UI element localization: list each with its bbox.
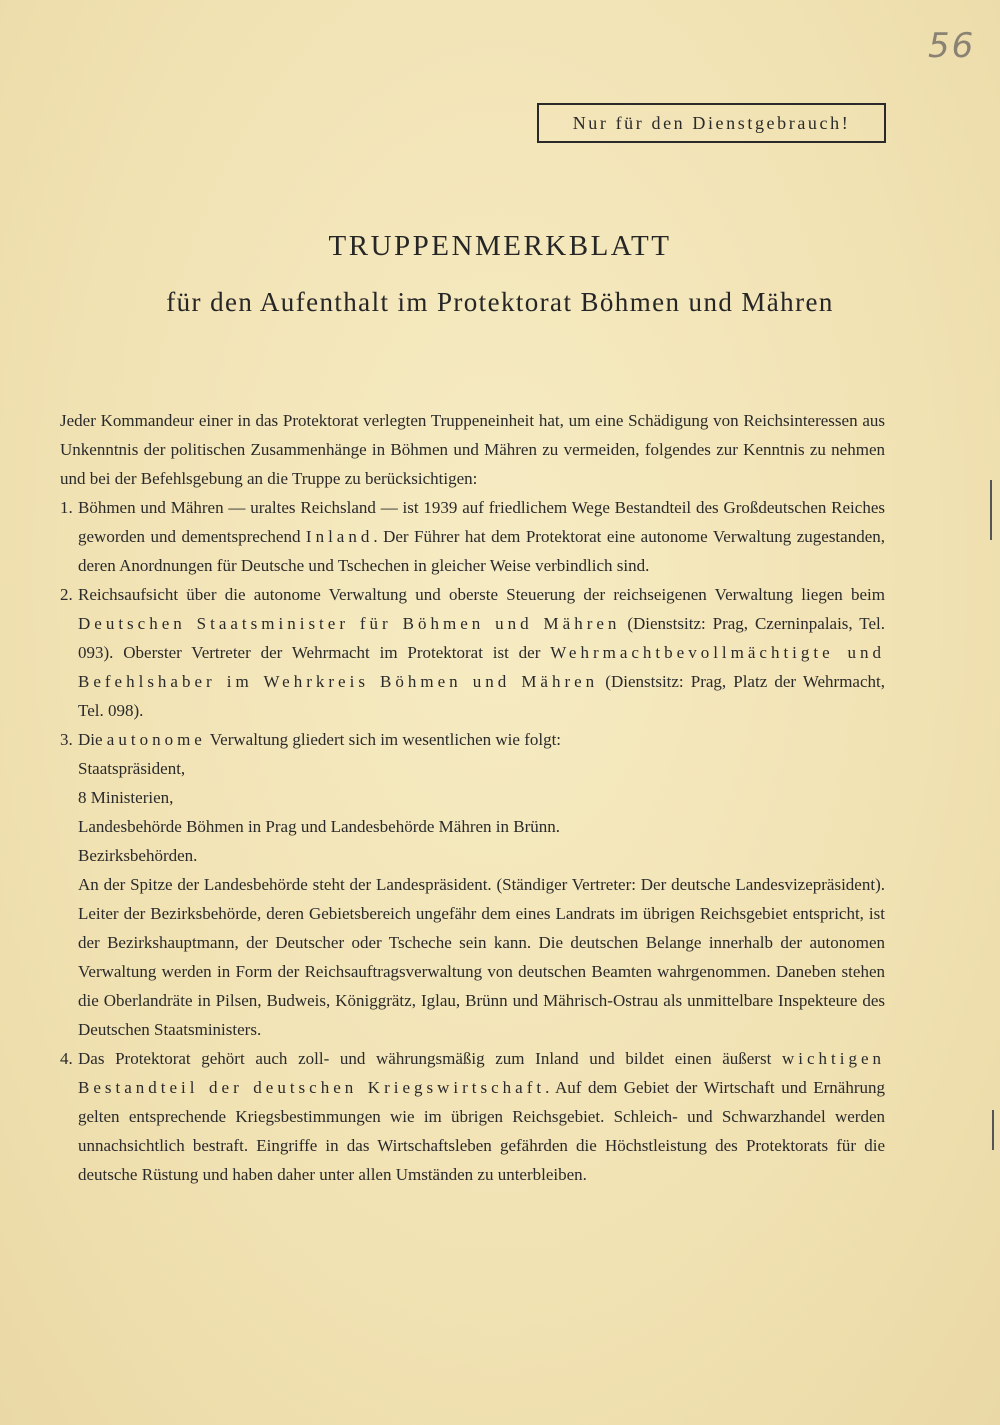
list-item-text: [78, 1044, 885, 1189]
text-run: An der Spitze der Landesbehörde steht der Landespräsident. (Ständiger Vertreter: Der deutsche Landesvizepräsident). Leiter der Bezirksbehörde, deren Gebietsbereich ungefähr dem eines Landrats im übrigen Reichsgebiet entspricht, ist der Bezirkshauptmann, der Deutscher oder Tscheche sein kann. Die deutschen Belange innerhalb der autonomen Verwaltung werden in Form der Reichsauftragsverwaltung von deutschen Beamten wahrgenommen. Daneben stehen die Oberlandräte in Pilsen, Budweis, Königgrätz, Iglau, Brünn und Mährisch-Ostrau als unmittelbare Inspekteure des Deutschen Staatsministers.: [78, 875, 885, 1039]
emphasized-text: Deutschen Staatsminister für Böhmen und Mähren: [78, 614, 621, 633]
structure-line: Landesbehörde Böhmen in Prag und Landesbehörde Mähren in Brünn.: [78, 817, 561, 836]
document-subtitle: für den Aufenthalt im Protektorat Böhmen und Mähren: [166, 287, 834, 317]
text-run: Die: [78, 730, 107, 749]
paper-edge-mark: [992, 1110, 994, 1150]
list-item-text: [78, 493, 885, 580]
text-run: Verwaltung gliedert sich im wesentlichen wie folgt:: [205, 730, 562, 749]
emphasized-text: autonome: [106, 730, 206, 749]
text-run: Das Protektorat gehört auch zoll- und währungsmäßig zum Inland und bildet einen äußerst: [78, 1049, 782, 1068]
emphasized-text: wichtigen Bestandteil der deutschen Kriegswirtschaft: [78, 1049, 885, 1097]
document-title: TRUPPENMERKBLATT: [328, 230, 672, 262]
list-item-1: [60, 493, 885, 580]
text-run: Böhmen und Mähren — uraltes Reichsland — ist 1939 auf friedlichem Wege Bestandteil des Großdeutschen Reiches geworden und dementsprechend: [78, 498, 885, 546]
list-item-text: [78, 725, 885, 1044]
emphasized-text: Inland: [305, 527, 374, 546]
list-item-number: 3.: [60, 730, 73, 749]
text-run: (Dienstsitz: Prag, Czerninpalais, Tel. 093). Oberster Vertreter der Wehrmacht im Protektorat ist der: [78, 614, 885, 662]
list-item-number: 2.: [60, 585, 73, 604]
handwritten-page-number: 56: [928, 26, 976, 66]
paper-edge-mark: [990, 480, 992, 540]
document-body: [60, 406, 885, 1189]
list-item-2: [60, 580, 885, 725]
list-item-4: [60, 1044, 885, 1189]
text-run: Reichsaufsicht über die autonome Verwaltung und oberste Steuerung der reichseigenen Verwaltung liegen beim: [78, 585, 885, 604]
text-run: (Dienstsitz: Prag, Platz der Wehrmacht, Tel. 098).: [78, 672, 885, 720]
list-item-number: 4.: [60, 1049, 73, 1068]
structure-line: Staatspräsident,: [78, 759, 186, 778]
structure-line: Bezirksbehörden.: [78, 846, 198, 865]
structure-line: 8 Ministerien,: [78, 788, 174, 807]
list-item-number: 1.: [60, 498, 73, 517]
text-run: . Der Führer hat dem Protektorat eine autonome Verwaltung zugestanden, deren Anordnungen für Deutsche und Tschechen in gleicher Weise verbindlich sind.: [78, 527, 885, 575]
text-run: . Auf dem Gebiet der Wirtschaft und Ernährung gelten entsprechende Kriegsbestimmungen wie im übrigen Reichsgebiet. Schleich- und Schwarzhandel werden unnachsichtlich bestraft. Eingriffe in das Wirtschaftsleben gefährden die Höchstleistung des Protektorats für die deutsche Rüstung und haben daher unter allen Umständen zu unterbleiben.: [78, 1078, 885, 1184]
list-item-text: [78, 580, 885, 725]
classification-stamp: [537, 103, 886, 143]
classification-stamp-text: Nur für den Dienstgebrauch!: [572, 112, 851, 133]
list-item-3: [60, 725, 885, 1044]
intro-paragraph: Jeder Kommandeur einer in das Protektorat verlegten Truppeneinheit hat, um eine Schädigung von Reichsinteressen aus Unkenntnis der politischen Zusammenhänge in Böhmen und Mähren zu vermeiden, folgendes zur Kenntnis zu nehmen und bei der Befehlsgebung an die Truppe zu berücksichtigen:: [60, 411, 885, 488]
emphasized-text: Wehrmachtbevollmächtigte und Befehlshaber im Wehrkreis Böhmen und Mähren: [78, 643, 886, 691]
